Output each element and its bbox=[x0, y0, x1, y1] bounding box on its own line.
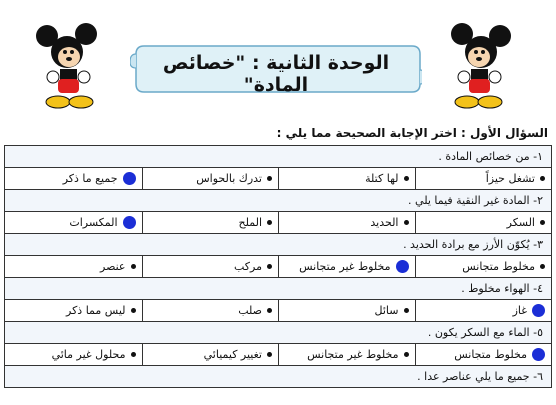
option-cell[interactable] bbox=[278, 168, 415, 189]
option-label: الملح bbox=[238, 216, 262, 229]
option-cell[interactable] bbox=[142, 212, 279, 233]
option-cell[interactable] bbox=[415, 168, 552, 189]
option-cell[interactable] bbox=[278, 212, 415, 233]
option-cell[interactable] bbox=[142, 168, 279, 189]
option-cell[interactable] bbox=[415, 256, 552, 277]
option-label: مخلوط غير متجانس bbox=[299, 260, 391, 273]
option-cell[interactable] bbox=[142, 344, 279, 365]
question-row bbox=[5, 146, 551, 168]
bullet-icon bbox=[267, 176, 272, 181]
option-label: مخلوط غير متجانس bbox=[307, 348, 399, 361]
mickey-mouse-illustration bbox=[444, 22, 514, 110]
option-label: الحديد bbox=[370, 216, 399, 229]
option-label: غاز bbox=[512, 304, 527, 317]
option-label: تغيير كيميائي bbox=[203, 348, 262, 361]
option-label: تدرك بالحواس bbox=[196, 172, 262, 185]
question-row bbox=[5, 322, 551, 344]
bullet-icon bbox=[404, 352, 409, 357]
bullet-icon bbox=[267, 264, 272, 269]
option-label: سائل bbox=[374, 304, 399, 317]
bullet-icon bbox=[267, 220, 272, 225]
bullet-icon bbox=[540, 220, 545, 225]
option-label: صلب bbox=[238, 304, 262, 317]
question-text: ١- من خصائص المادة . bbox=[438, 150, 543, 163]
options-row bbox=[5, 344, 551, 366]
option-cell[interactable] bbox=[5, 256, 142, 277]
mickey-mouse-illustration bbox=[34, 22, 104, 110]
option-label: محلول غير مائي bbox=[51, 348, 126, 361]
selected-answer-icon bbox=[396, 260, 409, 273]
question-text: ٢- المادة غير النقية فيما يلي . bbox=[408, 194, 543, 207]
option-cell[interactable] bbox=[415, 212, 552, 233]
option-cell[interactable] bbox=[5, 300, 142, 321]
option-cell[interactable] bbox=[5, 212, 142, 233]
options-row bbox=[5, 212, 551, 234]
option-label: مركب bbox=[234, 260, 262, 273]
option-cell[interactable] bbox=[415, 300, 552, 321]
options-row bbox=[5, 168, 551, 190]
questions-table bbox=[4, 145, 552, 388]
option-cell[interactable] bbox=[278, 300, 415, 321]
question-row bbox=[5, 190, 551, 212]
bullet-icon bbox=[404, 176, 409, 181]
option-label: المكسرات bbox=[69, 216, 118, 229]
selected-answer-icon bbox=[532, 304, 545, 317]
question-row bbox=[5, 278, 551, 300]
option-label: جميع ما ذكر bbox=[62, 172, 118, 185]
option-cell[interactable] bbox=[278, 344, 415, 365]
option-label: مخلوط متجانس bbox=[454, 348, 527, 361]
option-cell[interactable] bbox=[142, 300, 279, 321]
option-label: عنصر bbox=[100, 260, 126, 273]
bullet-icon bbox=[131, 352, 136, 357]
bullet-icon bbox=[540, 176, 545, 181]
page-title: الوحدة الثانية : "خصائص المادة" bbox=[162, 52, 390, 96]
selected-answer-icon bbox=[532, 348, 545, 361]
question-text: ٣- يُكوّن الأرز مع برادة الحديد . bbox=[403, 238, 543, 251]
question-text: ٥- الماء مع السكر يكون . bbox=[427, 326, 543, 339]
bullet-icon bbox=[131, 308, 136, 313]
section-title: السؤال الأول : اختر الإجابة الصحيحة مما يلي : bbox=[276, 126, 548, 140]
bullet-icon bbox=[267, 352, 272, 357]
question-text: ٤- الهواء مخلوط . bbox=[461, 282, 543, 295]
option-cell[interactable] bbox=[278, 256, 415, 277]
option-cell[interactable] bbox=[142, 256, 279, 277]
option-cell[interactable] bbox=[5, 168, 142, 189]
question-row bbox=[5, 234, 551, 256]
option-label: السكر bbox=[506, 216, 535, 229]
option-cell[interactable] bbox=[415, 344, 552, 365]
option-label: لها كتلة bbox=[365, 172, 399, 185]
option-label: ليس مما ذكر bbox=[66, 304, 126, 317]
option-label: مخلوط متجانس bbox=[462, 260, 535, 273]
bullet-icon bbox=[404, 220, 409, 225]
bullet-icon bbox=[540, 264, 545, 269]
option-cell[interactable] bbox=[5, 344, 142, 365]
bullet-icon bbox=[131, 264, 136, 269]
title-banner bbox=[130, 38, 422, 98]
selected-answer-icon bbox=[123, 216, 136, 229]
selected-answer-icon bbox=[123, 172, 136, 185]
option-label: تشغل حيزاً bbox=[485, 172, 535, 185]
question-row bbox=[5, 366, 551, 388]
question-text: ٦- جميع ما يلي عناصر عدا . bbox=[417, 370, 543, 383]
options-row bbox=[5, 300, 551, 322]
bullet-icon bbox=[267, 308, 272, 313]
options-row bbox=[5, 256, 551, 278]
bullet-icon bbox=[404, 308, 409, 313]
